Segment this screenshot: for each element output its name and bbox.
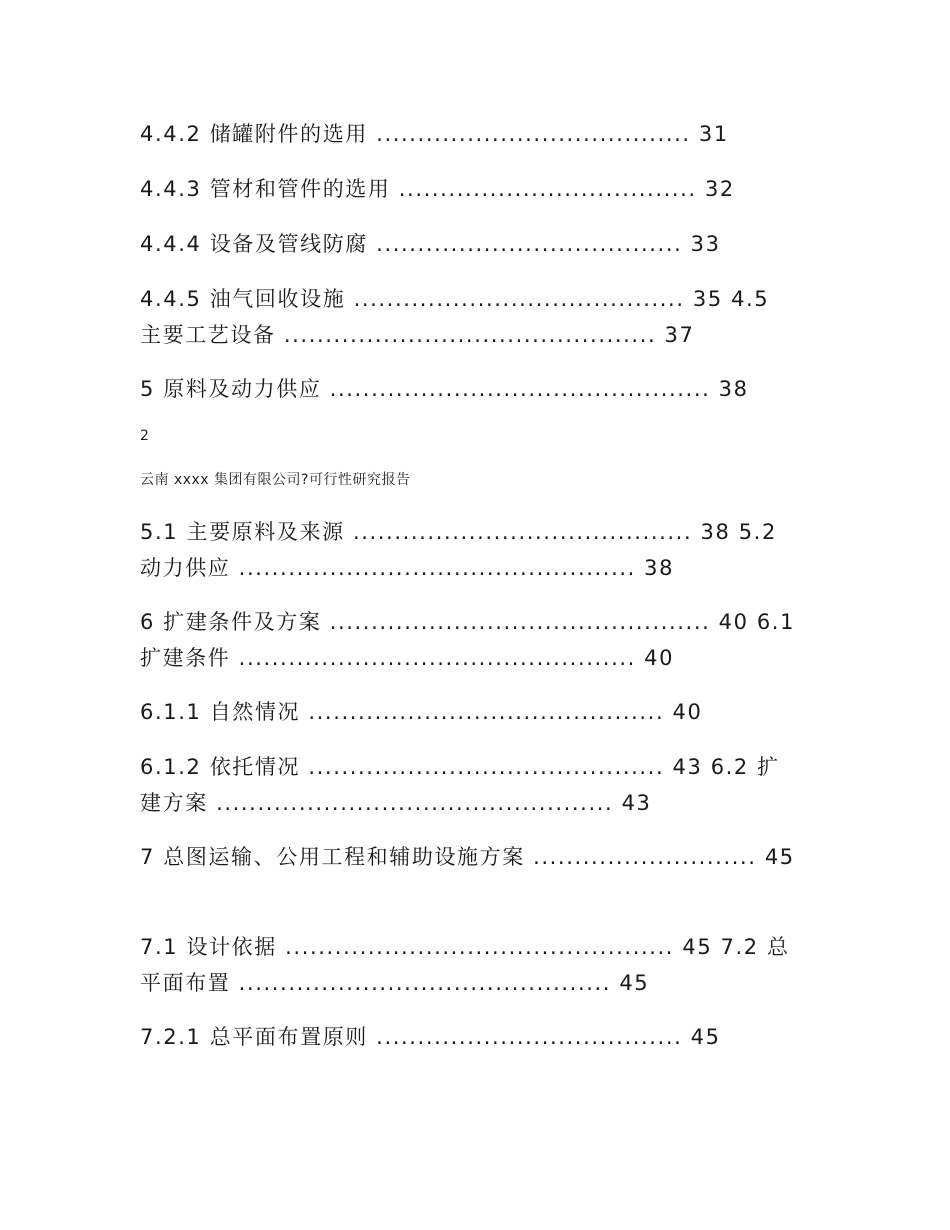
toc-entry-4-4-4[interactable]: 4.4.4 设备及管线防腐 ..................................... 33	[140, 232, 721, 256]
toc-entry-7-2-1[interactable]: 7.2.1 总平面布置原则 ..................................... 45	[140, 1025, 721, 1049]
toc-entry-7[interactable]: 7 总图运输、公用工程和辅助设施方案 ........................... 45	[140, 845, 795, 869]
toc-entry-4-4-2[interactable]: 4.4.2 储罐附件的选用 ...................................... 31	[140, 122, 729, 146]
page-number: 2	[140, 428, 150, 444]
toc-entry-7-1[interactable]: 7.1 设计依据 ............................................... 45 7.2 总平面布置 ............................................. 45	[140, 935, 790, 995]
running-header: 云南 xxxx 集团有限公司?可行性研究报告	[140, 472, 411, 488]
toc-entry-4-4-5[interactable]: 4.4.5 油气回收设施 ........................................ 35 4.5 主要工艺设备 ............................................. 37	[140, 287, 770, 347]
toc-entry-4-4-3[interactable]: 4.4.3 管材和管件的选用 .................................... 32	[140, 177, 735, 201]
toc-entry-6-1-1[interactable]: 6.1.1 自然情况 ........................................... 40	[140, 700, 703, 724]
toc-entry-6-1-2[interactable]: 6.1.2 依托情况 ........................................... 43 6.2 扩建方案 ................................................ 43	[140, 755, 780, 815]
toc-entry-6[interactable]: 6 扩建条件及方案 .............................................. 40 6.1 扩建条件 ................................................ 40	[140, 610, 796, 670]
toc-entry-5-1[interactable]: 5.1 主要原料及来源 ......................................... 38 5.2 动力供应 ................................................ 38	[140, 520, 777, 580]
toc-entry-5[interactable]: 5 原料及动力供应 .............................................. 38	[140, 377, 749, 401]
